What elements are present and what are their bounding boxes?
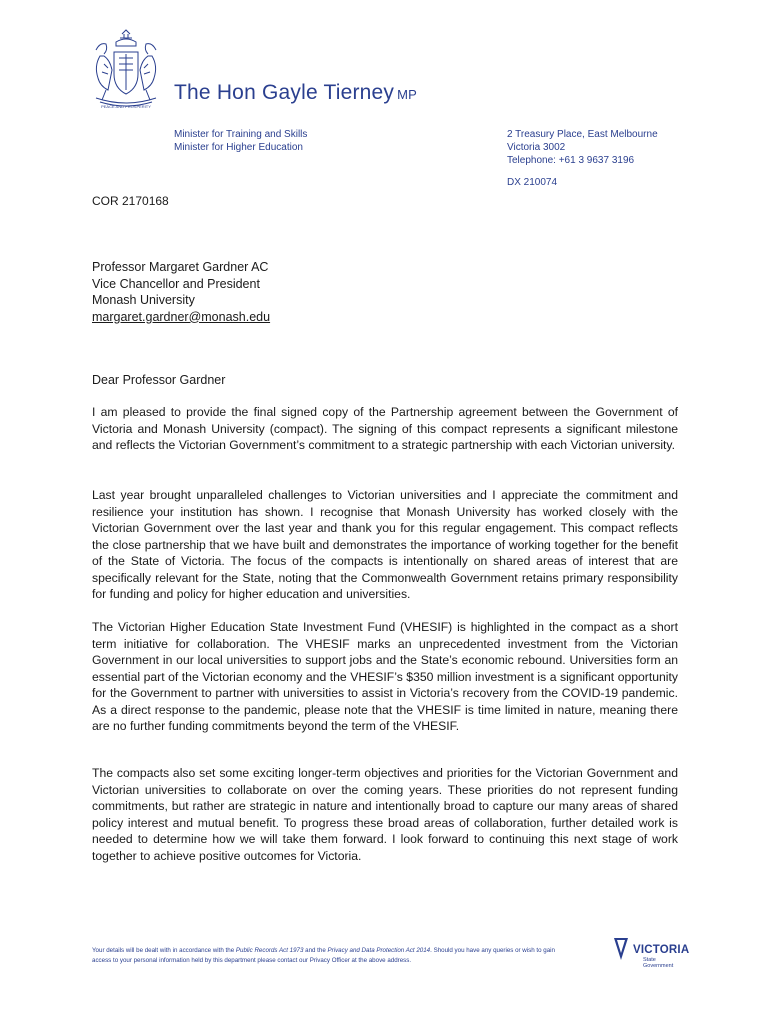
recipient-organisation: Monash University — [92, 293, 195, 307]
portfolio-block — [174, 128, 307, 154]
body-paragraph: Last year brought unparalleled challenges to Victorian universities and I appreciate the commitment and resilience your institution has shown. I recognise that Monash University has worked closely with the Victorian Government over the last year and thank you for this regular engagement. This compact reflects the close partnership that we have built and demonstrates the importance of working together for the benefit of the State of Victoria. The focus of the compacts is intentionally on shared areas of interest that are specifically relevant for the State, noting that the Commonwealth Government retains primary responsibility for funding and policy for higher education and universities. — [92, 488, 678, 601]
address-line: 2 Treasury Place, East Melbourne — [507, 129, 658, 140]
recipient-name: Professor Margaret Gardner AC — [92, 260, 269, 274]
logo-subtitle — [643, 957, 673, 969]
recipient-email-link[interactable]: margaret.gardner@monash.edu — [92, 309, 271, 324]
office-address — [507, 128, 658, 167]
body-paragraph: The Victorian Higher Education State Investment Fund (VHESIF) is highlighted in the compact as a short term initiative for collaboration. The VHESIF marks an unprecedented investment from the Victorian Government in our local universities to support jobs and the State’s economic rebound. Universities form an essential part of the Victorian economy and the VHESIF’s $350 million investment is a significant opportunity for the Government to partner with universities to assist in Victoria’s recovery from the COVID-19 pandemic. As a direct response to the pandemic, please note that the VHESIF is time limited in nature, meaning there are no further funding commitments beyond the term of the VHESIF. — [92, 620, 678, 733]
reference-number: COR 2170168 — [92, 194, 169, 208]
victoria-coat-of-arms-icon — [86, 28, 166, 112]
body-paragraph: I am pleased to provide the final signed copy of the Partnership agreement between the Government of Victoria and Monash University (compact). The signing of this compact represents a significant milestone and reflects the Victorian Government’s commitment to a strategic partnership with each Victorian university. — [92, 405, 678, 452]
svg-text:PEACE AND PROSPERITY: PEACE AND PROSPERITY — [101, 104, 151, 109]
privacy-footer-note — [92, 946, 562, 966]
logo-subtitle-line: Government — [643, 963, 674, 969]
address-line: Victoria 3002 — [507, 142, 566, 153]
body-paragraph: The compacts also set some exciting longer-term objectives and priorities for the Victorian Government and Victorian universities to collaborate on over the coming years. These priorities do not represent funding commitments, but rather are strategic in nature and intentionally broad to capture our many areas of shared policy interest and mutual benefit. To progress these broad areas of collaboration, further detailed work is needed to determine how we will take them forward. I look forward to continuing this next stage of work together to achieve positive outcomes for Victoria. — [92, 766, 678, 863]
portfolio-line: Minister for Training and Skills — [174, 129, 308, 140]
minister-name — [174, 81, 417, 105]
footer-text: . Should you have any queries or wish to gain access to your personal information held by this department please contact our Privacy Officer at the above address. — [92, 947, 555, 964]
footer-act-name: Privacy and Data Protection Act 2014 — [327, 947, 431, 954]
footer-act-name: Public Records Act 1973 — [235, 947, 304, 954]
dx-number: DX 210074 — [507, 177, 558, 188]
recipient-block — [92, 259, 270, 325]
footer-text: Your details will be dealt with in accordance with the — [92, 947, 236, 954]
minister-name-text: The Hon Gayle Tierney — [174, 81, 395, 104]
portfolio-line: Minister for Higher Education — [174, 142, 303, 153]
logo-subtitle-line: State — [643, 957, 656, 963]
salutation: Dear Professor Gardner — [92, 373, 226, 387]
minister-suffix: MP — [397, 87, 418, 102]
footer-text: and the — [303, 947, 328, 954]
recipient-title: Vice Chancellor and President — [92, 276, 260, 291]
address-line: Telephone: +61 3 9637 3196 — [507, 155, 635, 166]
logo-wordmark: VICTORIA — [633, 944, 690, 956]
